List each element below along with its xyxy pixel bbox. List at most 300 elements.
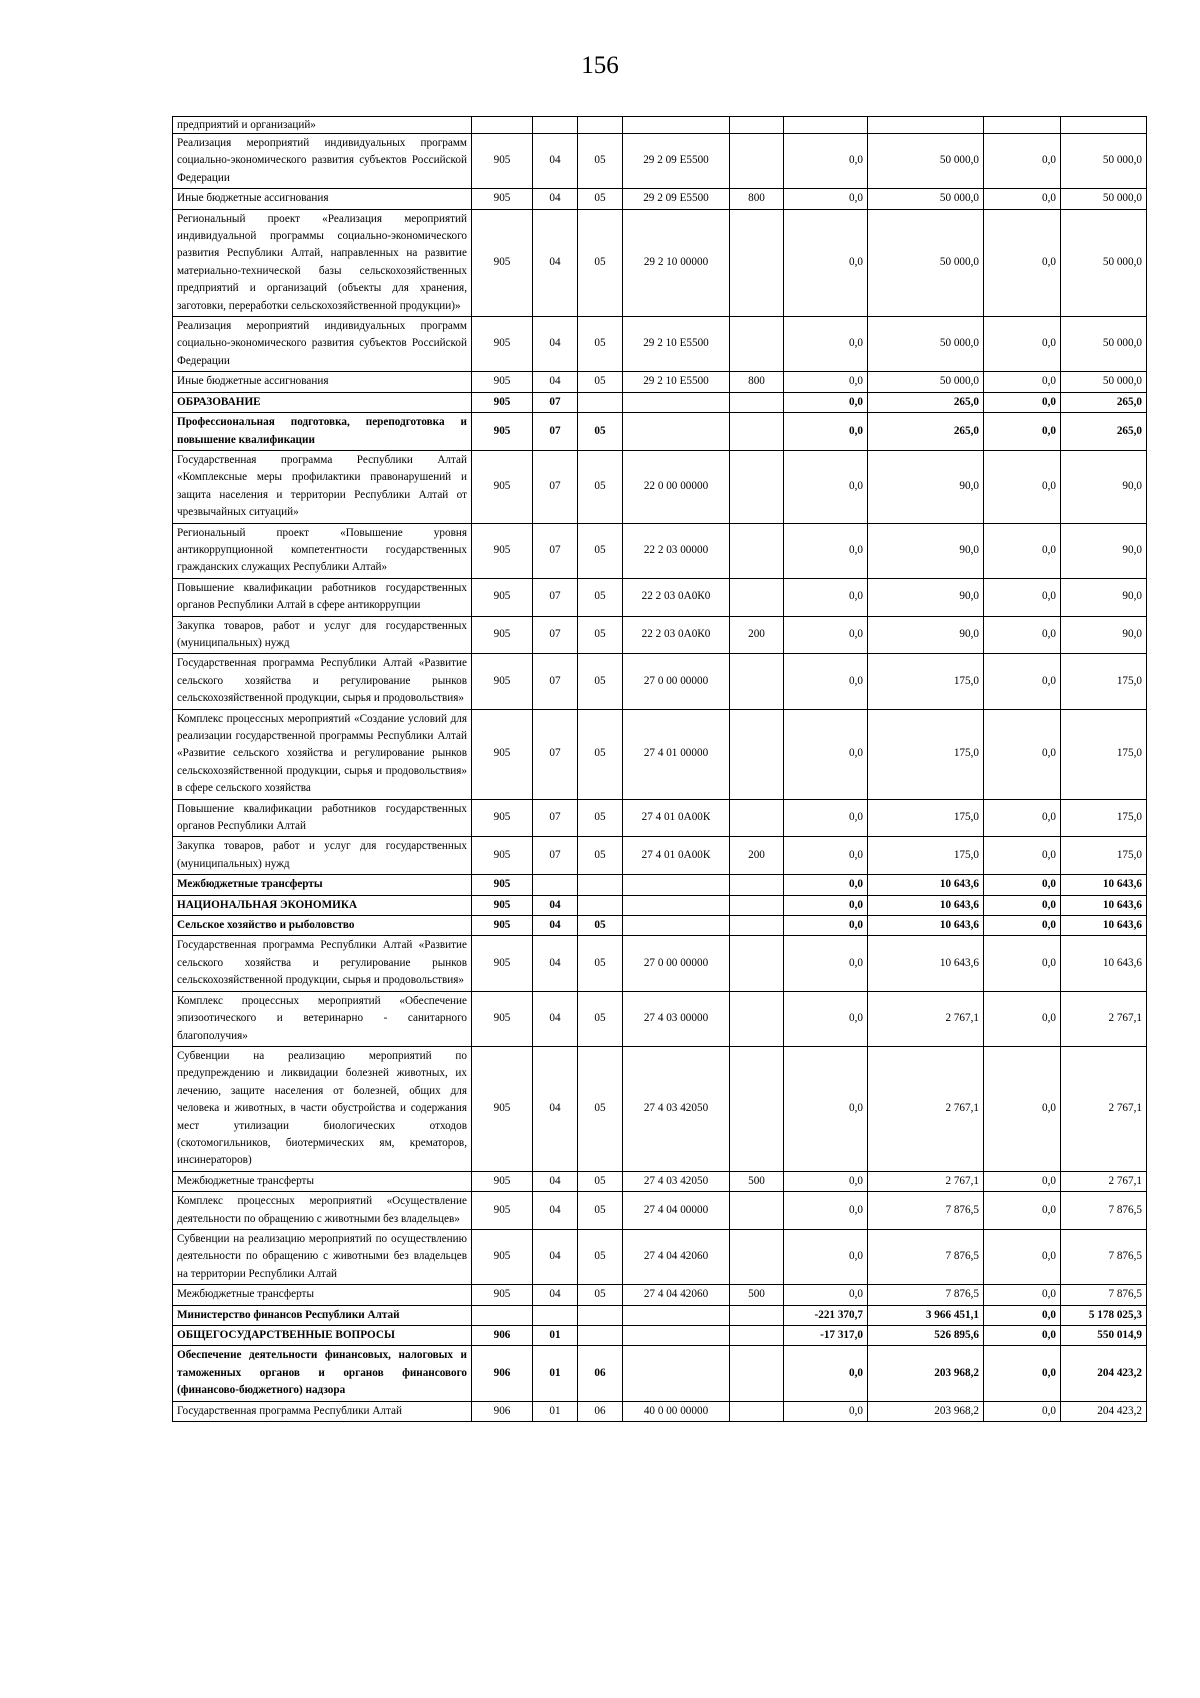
cell-name: Межбюджетные трансферты — [173, 875, 472, 895]
cell-expense-type: 500 — [730, 1171, 784, 1191]
cell-amount-4: 265,0 — [1061, 392, 1147, 412]
cell-gr-code: 905 — [472, 317, 533, 372]
cell-gr-code: 905 — [472, 837, 533, 875]
cell-target-article: 29 2 10 E5500 — [623, 372, 730, 392]
cell-target-article: 22 2 03 0А0К0 — [623, 578, 730, 616]
cell-section-code: 07 — [533, 578, 578, 616]
cell-amount-2: 265,0 — [868, 392, 984, 412]
cell-subsection-code — [578, 1326, 623, 1346]
cell-amount-1: 0,0 — [784, 1401, 868, 1421]
cell-amount-2: 90,0 — [868, 578, 984, 616]
cell-subsection-code — [578, 895, 623, 915]
cell-section-code: 01 — [533, 1326, 578, 1346]
cell-target-article: 27 0 00 00000 — [623, 936, 730, 991]
cell-name: Комплекс процессных мероприятий «Осуществление деятельности по обращению с животными без владельцев» — [173, 1192, 472, 1230]
cell-amount-2: 50 000,0 — [868, 372, 984, 392]
cell-expense-type: 800 — [730, 189, 784, 209]
cell-target-article — [623, 117, 730, 134]
cell-section-code: 04 — [533, 1171, 578, 1191]
cell-amount-3: 0,0 — [984, 134, 1061, 189]
cell-amount-1: 0,0 — [784, 134, 868, 189]
cell-expense-type: 500 — [730, 1285, 784, 1305]
cell-amount-1: 0,0 — [784, 392, 868, 412]
cell-amount-3: 0,0 — [984, 1346, 1061, 1401]
cell-expense-type — [730, 991, 784, 1046]
cell-gr-code: 905 — [472, 1171, 533, 1191]
cell-name: Субвенции на реализацию мероприятий по предупреждению и ликвидации болезней животных, их лечению, защите населения от болезней, общих для человека и животных, в части обустройства и содержания мест утилизации биологических отходов (скотомогильников, биотермических ям, крематоров, инсинераторов) — [173, 1046, 472, 1171]
cell-amount-3: 0,0 — [984, 837, 1061, 875]
table-row — [173, 117, 1147, 134]
cell-section-code — [533, 117, 578, 134]
cell-gr-code: 905 — [472, 936, 533, 991]
cell-name: Повышение квалификации работников государственных органов Республики Алтай — [173, 799, 472, 837]
table-row — [173, 799, 1147, 837]
cell-gr-code: 905 — [472, 134, 533, 189]
cell-amount-2: 175,0 — [868, 654, 984, 709]
cell-amount-4 — [1061, 117, 1147, 134]
cell-section-code: 04 — [533, 916, 578, 936]
cell-amount-2: 50 000,0 — [868, 209, 984, 316]
cell-expense-type — [730, 209, 784, 316]
cell-target-article: 27 4 03 42050 — [623, 1046, 730, 1171]
cell-subsection-code: 05 — [578, 413, 623, 451]
cell-amount-1: 0,0 — [784, 895, 868, 915]
cell-subsection-code: 05 — [578, 991, 623, 1046]
cell-section-code: 04 — [533, 317, 578, 372]
cell-section-code: 07 — [533, 450, 578, 523]
cell-amount-2: 10 643,6 — [868, 916, 984, 936]
cell-amount-1: 0,0 — [784, 654, 868, 709]
cell-subsection-code: 05 — [578, 916, 623, 936]
cell-amount-3: 0,0 — [984, 523, 1061, 578]
cell-amount-2: 2 767,1 — [868, 1171, 984, 1191]
cell-amount-2: 2 767,1 — [868, 991, 984, 1046]
cell-amount-1: 0,0 — [784, 875, 868, 895]
cell-amount-1: 0,0 — [784, 523, 868, 578]
cell-section-code: 01 — [533, 1401, 578, 1421]
cell-target-article: 27 4 04 42060 — [623, 1285, 730, 1305]
cell-target-article: 22 2 03 00000 — [623, 523, 730, 578]
cell-name: Повышение квалификации работников государственных органов Республики Алтай в сфере антикоррупции — [173, 578, 472, 616]
cell-name: предприятий и организаций» — [173, 117, 472, 134]
cell-expense-type — [730, 392, 784, 412]
cell-amount-3: 0,0 — [984, 1171, 1061, 1191]
cell-target-article: 27 4 01 0А00К — [623, 799, 730, 837]
cell-name: НАЦИОНАЛЬНАЯ ЭКОНОМИКА — [173, 895, 472, 915]
cell-target-article — [623, 916, 730, 936]
cell-amount-1: 0,0 — [784, 709, 868, 799]
cell-subsection-code: 05 — [578, 936, 623, 991]
table-row — [173, 936, 1147, 991]
cell-amount-1: 0,0 — [784, 413, 868, 451]
cell-amount-2: 7 876,5 — [868, 1229, 984, 1284]
cell-subsection-code: 05 — [578, 317, 623, 372]
cell-amount-1: 0,0 — [784, 189, 868, 209]
cell-name: Региональный проект «Повышение уровня антикоррупционной компетентности государственных гражданских служащих Республики Алтай» — [173, 523, 472, 578]
cell-amount-2: 203 968,2 — [868, 1401, 984, 1421]
cell-target-article: 27 4 01 00000 — [623, 709, 730, 799]
cell-gr-code: 905 — [472, 1192, 533, 1230]
cell-subsection-code: 05 — [578, 189, 623, 209]
cell-target-article: 22 2 03 0А0К0 — [623, 616, 730, 654]
cell-expense-type — [730, 1401, 784, 1421]
cell-amount-2: 10 643,6 — [868, 875, 984, 895]
cell-subsection-code: 05 — [578, 578, 623, 616]
cell-amount-4: 204 423,2 — [1061, 1401, 1147, 1421]
table-row — [173, 1046, 1147, 1171]
cell-name: Реализация мероприятий индивидуальных программ социально-экономического развития субъектов Российской Федерации — [173, 317, 472, 372]
cell-target-article: 27 4 04 00000 — [623, 1192, 730, 1230]
cell-subsection-code: 05 — [578, 523, 623, 578]
cell-expense-type — [730, 134, 784, 189]
cell-amount-3: 0,0 — [984, 1285, 1061, 1305]
cell-section-code: 07 — [533, 654, 578, 709]
cell-amount-1: 0,0 — [784, 1171, 868, 1191]
cell-amount-1 — [784, 117, 868, 134]
cell-name: Иные бюджетные ассигнования — [173, 189, 472, 209]
cell-expense-type — [730, 1192, 784, 1230]
cell-gr-code: 905 — [472, 709, 533, 799]
table-row — [173, 895, 1147, 915]
budget-table — [172, 116, 1147, 1422]
cell-amount-2: 90,0 — [868, 450, 984, 523]
cell-amount-2: 526 895,6 — [868, 1326, 984, 1346]
cell-subsection-code: 05 — [578, 1192, 623, 1230]
cell-amount-2: 50 000,0 — [868, 317, 984, 372]
cell-gr-code: 905 — [472, 392, 533, 412]
cell-name: Межбюджетные трансферты — [173, 1171, 472, 1191]
cell-gr-code: 905 — [472, 991, 533, 1046]
cell-section-code: 04 — [533, 134, 578, 189]
cell-gr-code — [472, 117, 533, 134]
cell-gr-code: 905 — [472, 189, 533, 209]
cell-amount-2: 50 000,0 — [868, 134, 984, 189]
cell-gr-code: 905 — [472, 799, 533, 837]
cell-expense-type — [730, 895, 784, 915]
cell-amount-4: 10 643,6 — [1061, 875, 1147, 895]
cell-expense-type — [730, 1326, 784, 1346]
cell-target-article: 27 0 00 00000 — [623, 654, 730, 709]
cell-amount-4: 90,0 — [1061, 450, 1147, 523]
cell-amount-1: -221 370,7 — [784, 1305, 868, 1325]
cell-amount-2: 3 966 451,1 — [868, 1305, 984, 1325]
cell-amount-2: 265,0 — [868, 413, 984, 451]
cell-amount-3: 0,0 — [984, 799, 1061, 837]
table-row — [173, 189, 1147, 209]
cell-section-code: 04 — [533, 1046, 578, 1171]
table-row — [173, 875, 1147, 895]
cell-amount-4: 50 000,0 — [1061, 317, 1147, 372]
cell-target-article — [623, 1326, 730, 1346]
cell-expense-type — [730, 1346, 784, 1401]
cell-name: Государственная программа Республики Алтай «Развитие сельского хозяйства и регулирование рынков сельскохозяйственной продукции, сырья и продовольствия» — [173, 936, 472, 991]
cell-section-code: 07 — [533, 799, 578, 837]
cell-subsection-code: 06 — [578, 1346, 623, 1401]
cell-expense-type: 800 — [730, 372, 784, 392]
cell-amount-2: 7 876,5 — [868, 1285, 984, 1305]
cell-section-code: 07 — [533, 616, 578, 654]
cell-amount-1: 0,0 — [784, 837, 868, 875]
cell-expense-type — [730, 1046, 784, 1171]
cell-expense-type — [730, 654, 784, 709]
cell-amount-1: 0,0 — [784, 916, 868, 936]
cell-amount-3: 0,0 — [984, 1229, 1061, 1284]
cell-section-code: 04 — [533, 372, 578, 392]
table-row — [173, 578, 1147, 616]
cell-name: ОБЩЕГОСУДАРСТВЕННЫЕ ВОПРОСЫ — [173, 1326, 472, 1346]
cell-gr-code: 905 — [472, 372, 533, 392]
cell-amount-4: 50 000,0 — [1061, 209, 1147, 316]
cell-amount-4: 50 000,0 — [1061, 189, 1147, 209]
cell-target-article: 27 4 03 00000 — [623, 991, 730, 1046]
page-number: 156 — [581, 52, 619, 79]
cell-subsection-code: 05 — [578, 372, 623, 392]
cell-amount-3: 0,0 — [984, 1046, 1061, 1171]
cell-name: Государственная программа Республики Алтай «Комплексные меры профилактики правонарушений и защита населения и территории Республики Алтай от чрезвычайных ситуаций» — [173, 450, 472, 523]
table-row — [173, 134, 1147, 189]
cell-gr-code: 906 — [472, 1346, 533, 1401]
table-row — [173, 709, 1147, 799]
cell-section-code — [533, 1305, 578, 1325]
cell-amount-3: 0,0 — [984, 895, 1061, 915]
cell-amount-1: 0,0 — [784, 1346, 868, 1401]
cell-amount-4: 10 643,6 — [1061, 936, 1147, 991]
cell-amount-3 — [984, 117, 1061, 134]
table-row — [173, 1326, 1147, 1346]
cell-section-code: 04 — [533, 209, 578, 316]
cell-amount-4: 90,0 — [1061, 616, 1147, 654]
cell-name: Комплекс процессных мероприятий «Обеспечение эпизоотического и ветеринарно - санитарного благополучия» — [173, 991, 472, 1046]
cell-gr-code: 905 — [472, 916, 533, 936]
table-row — [173, 916, 1147, 936]
table-row — [173, 1401, 1147, 1421]
table-row — [173, 991, 1147, 1046]
table-row — [173, 616, 1147, 654]
cell-amount-1: 0,0 — [784, 616, 868, 654]
cell-amount-3: 0,0 — [984, 654, 1061, 709]
cell-subsection-code: 05 — [578, 1229, 623, 1284]
cell-amount-3: 0,0 — [984, 392, 1061, 412]
cell-gr-code: 905 — [472, 450, 533, 523]
cell-amount-1: 0,0 — [784, 991, 868, 1046]
cell-amount-3: 0,0 — [984, 1305, 1061, 1325]
cell-amount-3: 0,0 — [984, 1326, 1061, 1346]
cell-target-article — [623, 1305, 730, 1325]
cell-amount-1: 0,0 — [784, 372, 868, 392]
cell-amount-3: 0,0 — [984, 936, 1061, 991]
cell-subsection-code: 05 — [578, 134, 623, 189]
cell-expense-type — [730, 413, 784, 451]
cell-expense-type — [730, 916, 784, 936]
cell-amount-4: 204 423,2 — [1061, 1346, 1147, 1401]
table-row — [173, 1171, 1147, 1191]
cell-target-article: 22 0 00 00000 — [623, 450, 730, 523]
cell-subsection-code: 05 — [578, 654, 623, 709]
cell-amount-1: 0,0 — [784, 1229, 868, 1284]
cell-expense-type — [730, 1229, 784, 1284]
cell-section-code: 07 — [533, 523, 578, 578]
cell-gr-code: 906 — [472, 1326, 533, 1346]
cell-subsection-code: 06 — [578, 1401, 623, 1421]
cell-expense-type: 200 — [730, 616, 784, 654]
cell-section-code: 07 — [533, 837, 578, 875]
cell-amount-4: 10 643,6 — [1061, 916, 1147, 936]
cell-amount-2: 90,0 — [868, 523, 984, 578]
table-row — [173, 372, 1147, 392]
cell-amount-2: 175,0 — [868, 837, 984, 875]
cell-amount-4: 2 767,1 — [1061, 1046, 1147, 1171]
cell-gr-code: 905 — [472, 1285, 533, 1305]
cell-target-article: 27 4 01 0А00К — [623, 837, 730, 875]
cell-expense-type — [730, 875, 784, 895]
cell-gr-code: 905 — [472, 616, 533, 654]
cell-gr-code: 905 — [472, 875, 533, 895]
table-row — [173, 837, 1147, 875]
cell-subsection-code: 05 — [578, 799, 623, 837]
cell-gr-code — [472, 1305, 533, 1325]
cell-target-article: 29 2 09 E5500 — [623, 134, 730, 189]
cell-subsection-code: 05 — [578, 1046, 623, 1171]
cell-amount-4: 5 178 025,3 — [1061, 1305, 1147, 1325]
cell-amount-3: 0,0 — [984, 578, 1061, 616]
cell-amount-3: 0,0 — [984, 1401, 1061, 1421]
cell-name: Комплекс процессных мероприятий «Создание условий для реализации государственной программы Республики Алтай «Развитие сельского хозяйства и регулирование рынков сельскохозяйственной продукции, сырья и продовольствия» в сфере сельского хозяйства — [173, 709, 472, 799]
cell-subsection-code: 05 — [578, 1285, 623, 1305]
cell-amount-3: 0,0 — [984, 209, 1061, 316]
cell-section-code: 07 — [533, 413, 578, 451]
cell-amount-4: 175,0 — [1061, 709, 1147, 799]
cell-section-code: 04 — [533, 991, 578, 1046]
cell-amount-3: 0,0 — [984, 317, 1061, 372]
cell-amount-4: 7 876,5 — [1061, 1285, 1147, 1305]
cell-amount-4: 50 000,0 — [1061, 372, 1147, 392]
cell-amount-2: 2 767,1 — [868, 1046, 984, 1171]
cell-amount-1: 0,0 — [784, 578, 868, 616]
table-row — [173, 523, 1147, 578]
cell-amount-4: 175,0 — [1061, 654, 1147, 709]
cell-section-code: 04 — [533, 936, 578, 991]
cell-amount-1: 0,0 — [784, 1285, 868, 1305]
cell-section-code: 01 — [533, 1346, 578, 1401]
cell-amount-4: 7 876,5 — [1061, 1229, 1147, 1284]
cell-name: Закупка товаров, работ и услуг для государственных (муниципальных) нужд — [173, 837, 472, 875]
cell-target-article — [623, 392, 730, 412]
cell-section-code: 04 — [533, 895, 578, 915]
cell-section-code: 04 — [533, 1285, 578, 1305]
cell-subsection-code: 05 — [578, 450, 623, 523]
cell-amount-1: 0,0 — [784, 936, 868, 991]
cell-amount-3: 0,0 — [984, 916, 1061, 936]
cell-expense-type — [730, 709, 784, 799]
cell-amount-4: 50 000,0 — [1061, 134, 1147, 189]
cell-amount-2: 10 643,6 — [868, 895, 984, 915]
cell-amount-4: 90,0 — [1061, 523, 1147, 578]
cell-subsection-code — [578, 392, 623, 412]
cell-gr-code: 905 — [472, 523, 533, 578]
cell-expense-type — [730, 450, 784, 523]
table-row — [173, 1229, 1147, 1284]
cell-amount-1: 0,0 — [784, 450, 868, 523]
cell-amount-1: 0,0 — [784, 799, 868, 837]
cell-gr-code: 905 — [472, 1046, 533, 1171]
cell-gr-code: 905 — [472, 1229, 533, 1284]
cell-amount-3: 0,0 — [984, 372, 1061, 392]
cell-name: Иные бюджетные ассигнования — [173, 372, 472, 392]
cell-amount-3: 0,0 — [984, 709, 1061, 799]
table-row — [173, 209, 1147, 316]
cell-target-article: 29 2 10 00000 — [623, 209, 730, 316]
cell-name: Сельское хозяйство и рыболовство — [173, 916, 472, 936]
cell-amount-3: 0,0 — [984, 413, 1061, 451]
cell-expense-type — [730, 317, 784, 372]
cell-target-article: 29 2 10 E5500 — [623, 317, 730, 372]
cell-amount-3: 0,0 — [984, 875, 1061, 895]
table-row — [173, 1305, 1147, 1325]
table-row — [173, 654, 1147, 709]
cell-target-article — [623, 875, 730, 895]
cell-expense-type — [730, 799, 784, 837]
cell-amount-3: 0,0 — [984, 450, 1061, 523]
cell-amount-4: 7 876,5 — [1061, 1192, 1147, 1230]
cell-name: Закупка товаров, работ и услуг для государственных (муниципальных) нужд — [173, 616, 472, 654]
cell-expense-type — [730, 1305, 784, 1325]
cell-name: Обеспечение деятельности финансовых, налоговых и таможенных органов и органов финансового (финансово-бюджетного) надзора — [173, 1346, 472, 1401]
cell-target-article — [623, 413, 730, 451]
cell-subsection-code: 05 — [578, 837, 623, 875]
cell-amount-1: -17 317,0 — [784, 1326, 868, 1346]
cell-amount-4: 10 643,6 — [1061, 895, 1147, 915]
table-row — [173, 317, 1147, 372]
cell-amount-4: 2 767,1 — [1061, 1171, 1147, 1191]
cell-subsection-code: 05 — [578, 1171, 623, 1191]
cell-gr-code: 905 — [472, 209, 533, 316]
cell-section-code: 04 — [533, 189, 578, 209]
cell-amount-2: 203 968,2 — [868, 1346, 984, 1401]
cell-gr-code: 905 — [472, 413, 533, 451]
table-row — [173, 450, 1147, 523]
cell-amount-2: 7 876,5 — [868, 1192, 984, 1230]
cell-gr-code: 905 — [472, 654, 533, 709]
cell-expense-type — [730, 523, 784, 578]
cell-subsection-code: 05 — [578, 709, 623, 799]
cell-name: Государственная программа Республики Алтай «Развитие сельского хозяйства и регулирование рынков сельскохозяйственной продукции, сырья и продовольствия» — [173, 654, 472, 709]
cell-target-article: 27 4 03 42050 — [623, 1171, 730, 1191]
cell-amount-2: 90,0 — [868, 616, 984, 654]
cell-section-code: 04 — [533, 1229, 578, 1284]
cell-amount-2: 10 643,6 — [868, 936, 984, 991]
cell-section-code: 07 — [533, 709, 578, 799]
cell-amount-3: 0,0 — [984, 189, 1061, 209]
cell-subsection-code — [578, 875, 623, 895]
cell-subsection-code: 05 — [578, 209, 623, 316]
cell-amount-3: 0,0 — [984, 616, 1061, 654]
cell-subsection-code: 05 — [578, 616, 623, 654]
cell-gr-code: 906 — [472, 1401, 533, 1421]
cell-amount-1: 0,0 — [784, 1192, 868, 1230]
cell-name: Субвенции на реализацию мероприятий по осуществлению деятельности по обращению с животными без владельцев на территории Республики Алтай — [173, 1229, 472, 1284]
cell-name: Межбюджетные трансферты — [173, 1285, 472, 1305]
cell-gr-code: 905 — [472, 578, 533, 616]
cell-amount-2: 50 000,0 — [868, 189, 984, 209]
cell-amount-4: 90,0 — [1061, 578, 1147, 616]
cell-amount-4: 265,0 — [1061, 413, 1147, 451]
cell-amount-2: 175,0 — [868, 709, 984, 799]
cell-expense-type — [730, 117, 784, 134]
cell-name: Региональный проект «Реализация мероприятий индивидуальной программы социально-экономического развития Республики Алтай, направленных на развитие материально-технической базы сельскохозяйственных предприятий и организаций (объекты для хранения, заготовки, переработки сельскохозяйственной продукции)» — [173, 209, 472, 316]
cell-target-article — [623, 895, 730, 915]
cell-gr-code: 905 — [472, 895, 533, 915]
cell-subsection-code — [578, 1305, 623, 1325]
